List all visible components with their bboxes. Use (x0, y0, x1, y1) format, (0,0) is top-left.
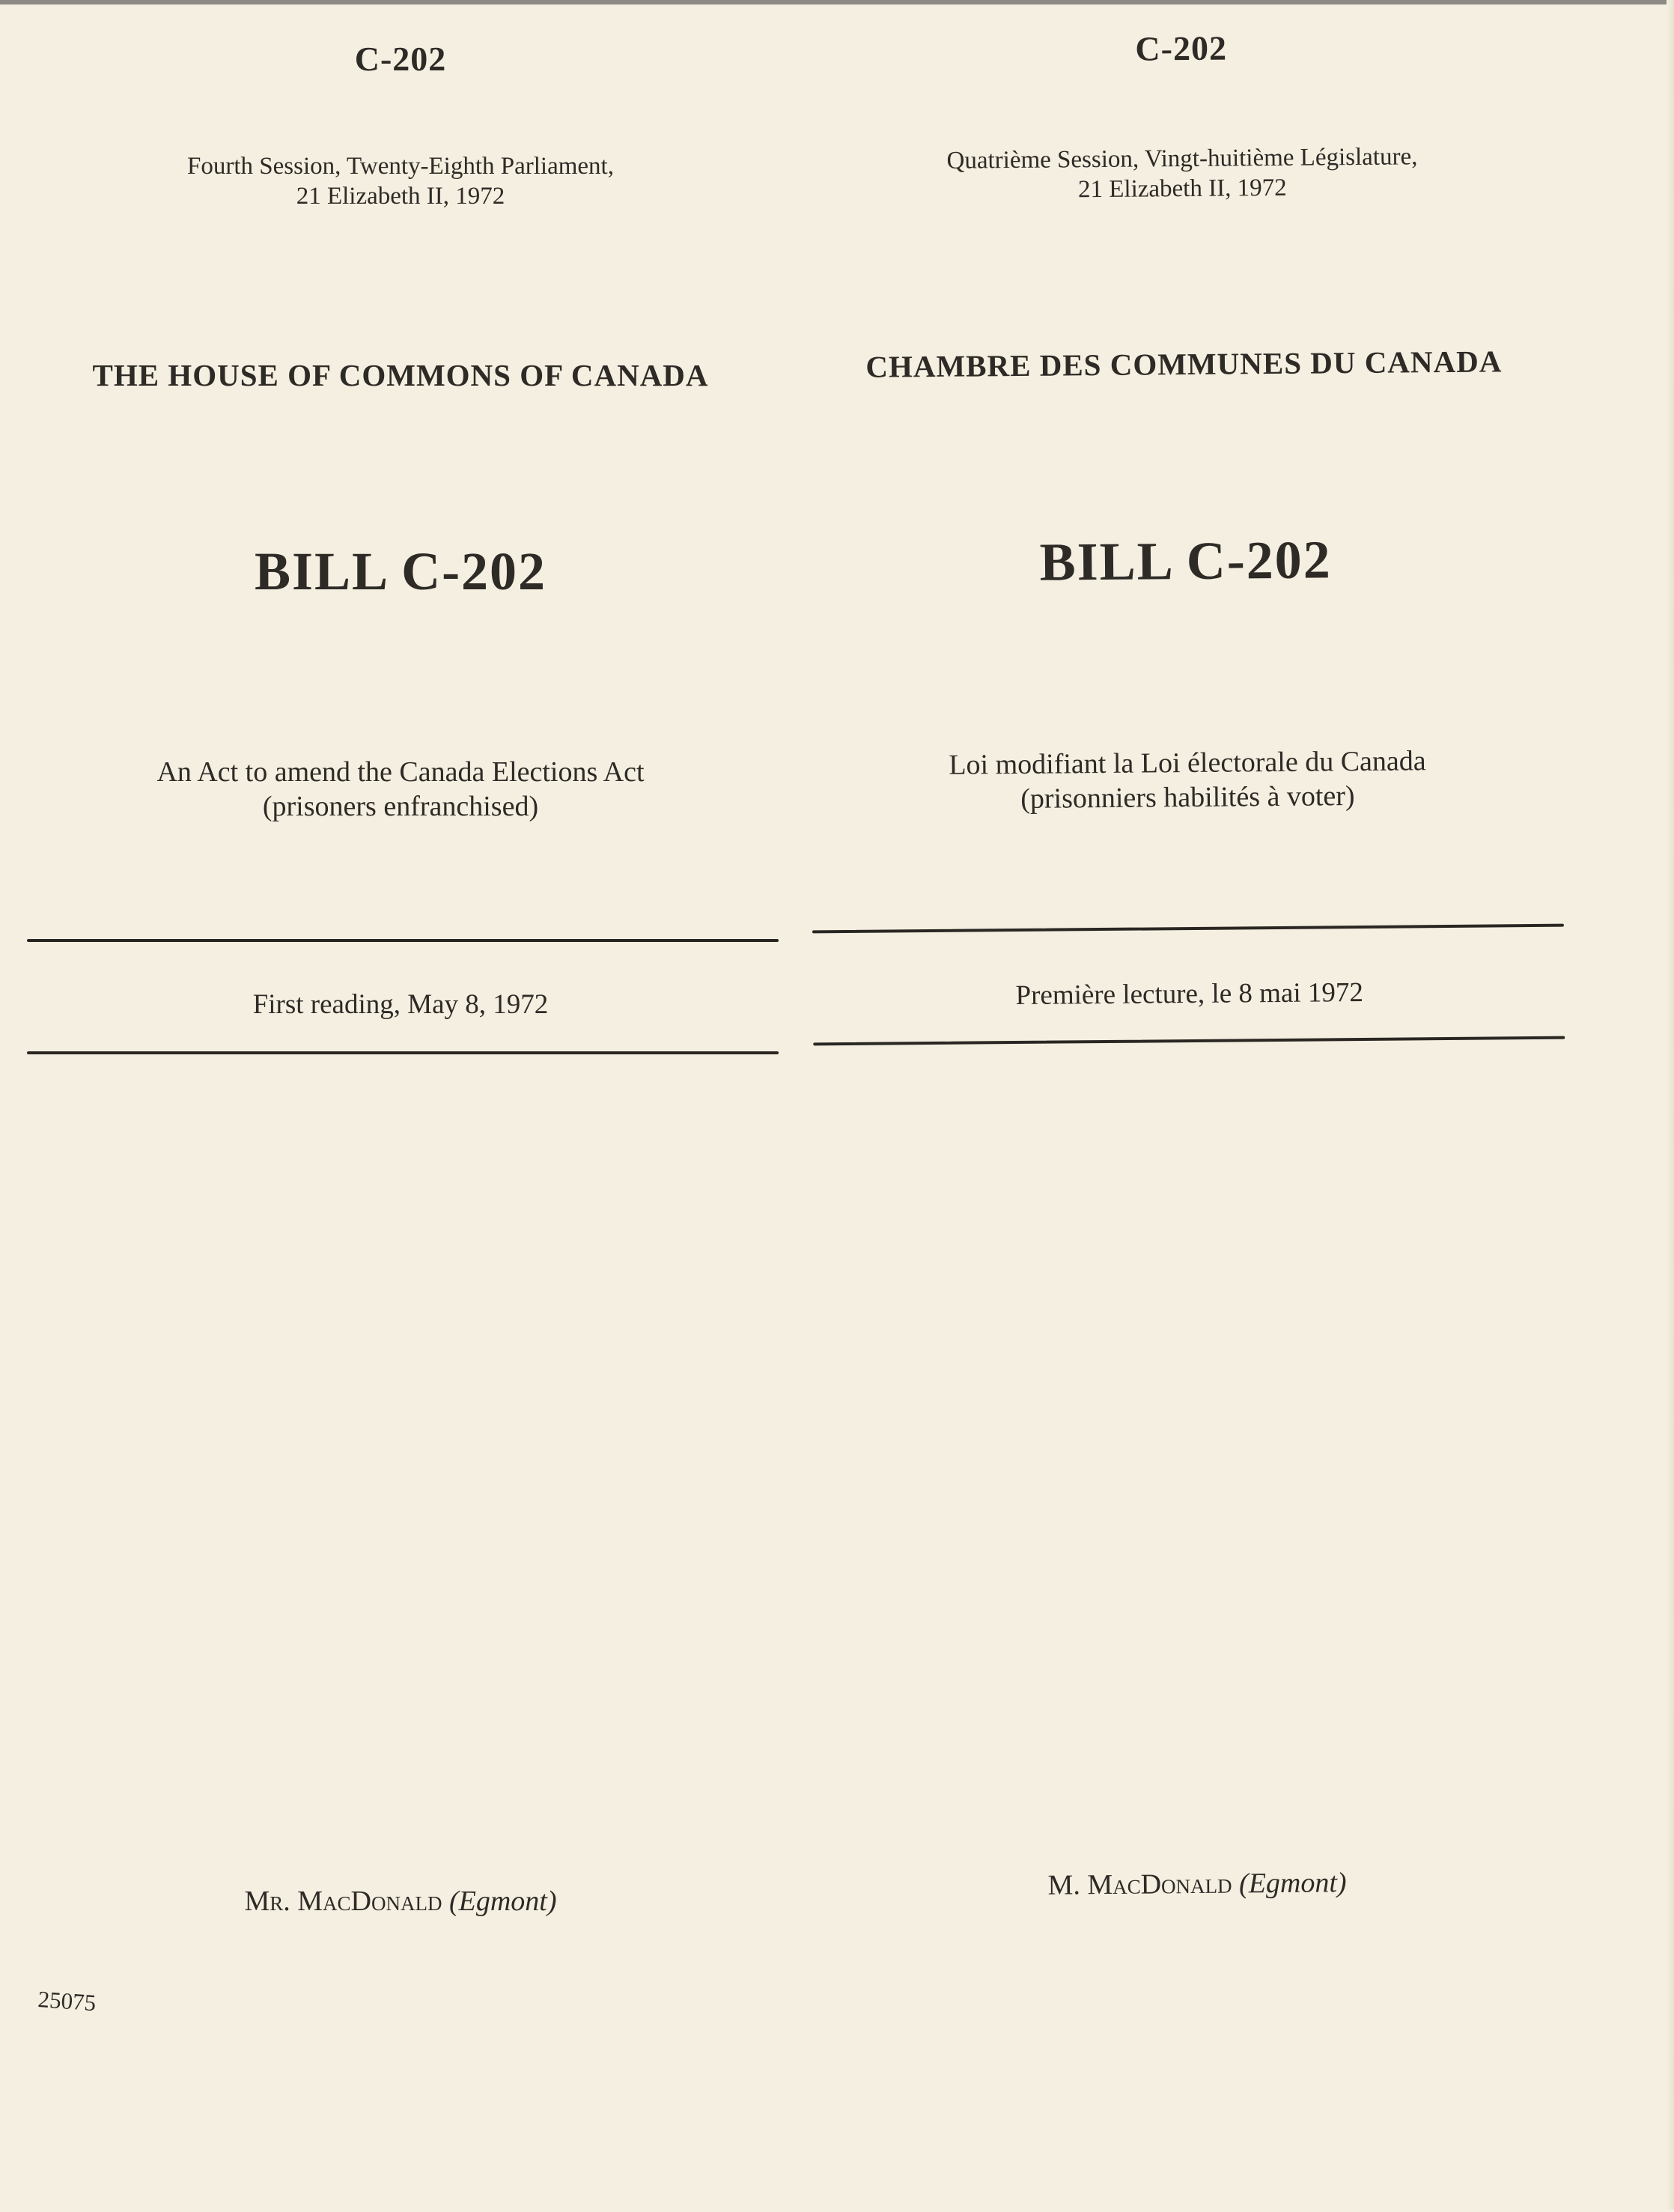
bill-number-fr: C-202 (1135, 28, 1228, 68)
sponsor-member (22, 1885, 779, 1918)
session-line-2: 21 Elizabeth II, 1972 (296, 183, 505, 210)
act-title-line-2-fr: (prisonniers habilités à voter) (1020, 780, 1355, 815)
lower-rule (27, 1051, 779, 1054)
member-name-fr: M. MacDonald (1047, 1868, 1232, 1901)
session-line-2-fr: 21 Elizabeth II, 1972 (1077, 174, 1287, 204)
sponsor-member-fr (819, 1865, 1575, 1904)
upper-rule-fr (812, 924, 1564, 934)
bill-number: C-202 (354, 40, 447, 78)
act-title-line-1: An Act to amend the Canada Elections Act (156, 756, 645, 788)
bill-title: BILL C-202 (254, 541, 547, 601)
member-riding-fr: (Egmont) (1238, 1867, 1347, 1900)
first-reading: First reading, May 8, 1972 (252, 989, 549, 1020)
member-name: Mr. MacDonald (244, 1886, 442, 1917)
upper-rule (27, 939, 779, 942)
house-heading-fr: CHAMBRE DES COMMUNES DU CANADA (865, 344, 1503, 384)
english-column (22, 0, 779, 2209)
lower-rule-fr (813, 1036, 1565, 1046)
member-riding: (Egmont) (449, 1886, 557, 1917)
page-right-edge (1667, 0, 1674, 2209)
session-line-1: Fourth Session, Twenty-Eighth Parliament, (187, 153, 614, 180)
house-heading: THE HOUSE OF COMMONS OF CANADA (92, 358, 709, 392)
act-title-line-1-fr: Loi modifiant la Loi électorale du Canada (949, 745, 1426, 781)
bill-title-fr: BILL C-202 (1039, 529, 1333, 592)
french-column (803, 0, 1578, 2212)
print-number: 25075 (37, 1986, 97, 2017)
act-title-line-2: (prisoners enfranchised) (262, 791, 539, 822)
first-reading-fr: Première lecture, le 8 mai 1972 (1015, 976, 1364, 1012)
session-line-1-fr: Quatrième Session, Vingt-huitième Législature, (946, 143, 1418, 174)
